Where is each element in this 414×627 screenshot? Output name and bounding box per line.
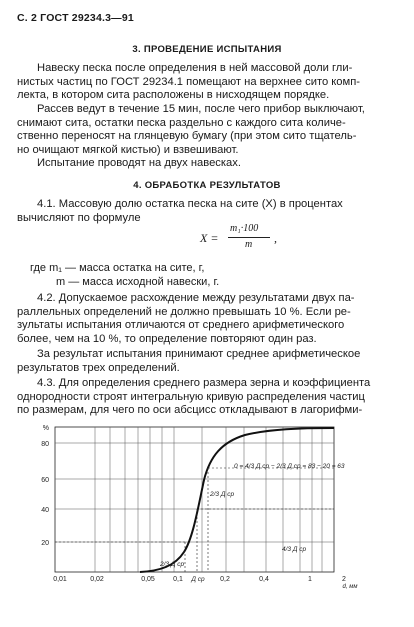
page-header: С. 2 ГОСТ 29234.3—91: [17, 12, 134, 24]
x-tick-label: 0,05: [141, 576, 155, 583]
x-tick-label: 0,1: [173, 576, 183, 583]
y-tick-label: 20: [41, 540, 49, 547]
section-3-paragraph-1: Навеску песка после определения в ней массовой доли гли- нистых частиц по ГОСТ 29234.1 помещают на верхнее сито комп- лекта, в котором сита расположены в нисходящем порядке.: [17, 62, 360, 102]
document-page: С. 2 ГОСТ 29234.3—91 3. ПРОВЕДЕНИЕ ИСПЫТАНИЯ Навеску песка после определения в ней массовой доли гли- нистых частиц по ГОСТ 29234.1 помещают на верхнее сито комп- лекта, в котором сита расположены в нисходящем порядке. Рассев ведут в течение 15 мин, после чего прибор выключают, снимают сита, остатки песка раздельно с каждого сита количе- ственно переносят на глянцевую бумагу (при этом сито тщатель- но очищают мягкой кистью) и взвешивают. Испытание проводят на двух навесках. 4. ОБРАБОТКА РЕЗУЛЬТАТОВ 4.1. Массовую долю остатка песка на сите (X) в процентах вычисляют по формуле X = m₁·100 m , где m₁ — масса остатка на сите, г, m — масса исходной навески, г. 4.2. Допускаемое расхождение между результатами двух па- раллельных определений не должно превышать 10 %. Если ре- зультаты испытания отличаются от среднего арифметического более, чем на 10 %, то определение повторяют один раз. За результат испытания принимают среднее арифметическое результатов трех определений. 4.3. Для определения среднего размера зерна и коэффициента однородности строят интегральную кривую распределения частиц по размерам, для чего по оси абсцисс откладывают в лагорифми- % 80 60 40 20 0,01 0,02 0,05 0,1 0,2 0,4 1 2 d, мм 0 = 4/3 Д ср − 2/3 Д ср = 83 − 20 = 63 4/3 Д ср 2/3 Д ср Д ср 2/3 Д ср: [0, 0, 414, 627]
annotation-4-3-dsr: 4/3 Д ср: [282, 546, 307, 553]
annotation-2-3-dsr: 2/3 Д ср: [160, 561, 185, 568]
y-unit-label: %: [42, 425, 49, 432]
uniformity-annotation: 0 = 4/3 Д ср − 2/3 Д ср = 83 − 20 = 63: [234, 463, 345, 470]
y-tick-label: 60: [41, 477, 49, 484]
paragraph-4-1: 4.1. Массовую долю остатка песка на сите (X) в процентах вычисляют по формуле: [17, 198, 343, 224]
where-line-1: где m₁ — масса остатка на сите, г,: [30, 262, 205, 274]
annotation-2-3-dsr-top: 2/3 Д ср: [210, 491, 235, 498]
x-tick-label: 2: [342, 576, 346, 583]
x-tick-label: 1: [308, 576, 312, 583]
section-3-title: 3. ПРОВЕДЕНИЕ ИСПЫТАНИЯ: [132, 44, 282, 55]
x-unit-label: d, мм: [342, 584, 358, 590]
paragraph-4-2: 4.2. Допускаемое расхождение между результатами двух па- раллельных определений не должно превышать 10 %. Если ре- зультаты испытания отличаются от среднего арифметического более, чем на 10 %, то определение повторяют один раз.: [17, 292, 355, 345]
x-tick-label: 0,01: [53, 576, 67, 583]
section-3-paragraph-3: Испытание проводят на двух навесках.: [37, 157, 241, 169]
where-line-2: m — масса исходной навески, г.: [56, 276, 220, 288]
section-3-paragraph-2: Рассев ведут в течение 15 мин, после чего прибор выключают, снимают сита, остатки песка раздельно с каждого сита количе- ственно переносят на глянцевую бумагу (при этом сито тщатель- но очищают мягкой кистью) и взвешивают.: [17, 103, 365, 156]
section-4-title: 4. ОБРАБОТКА РЕЗУЛЬТАТОВ: [133, 180, 281, 191]
y-tick-label: 80: [41, 441, 49, 448]
paragraph-4-3: 4.3. Для определения среднего размера зерна и коэффициента однородности строят интегральную кривую распределения частиц по размерам, для чего по оси абсцисс откладывают в лагорифми-: [17, 377, 371, 417]
x-tick-label: 0,02: [90, 576, 104, 583]
x-tick-label: 0,4: [259, 576, 269, 583]
paragraph-4-2-result: За результат испытания принимают среднее арифметическое результатов трех определений.: [17, 348, 361, 374]
annotation-dsr: Д ср: [191, 576, 205, 583]
x-tick-label: 0,2: [220, 576, 230, 583]
y-tick-label: 40: [41, 507, 49, 514]
